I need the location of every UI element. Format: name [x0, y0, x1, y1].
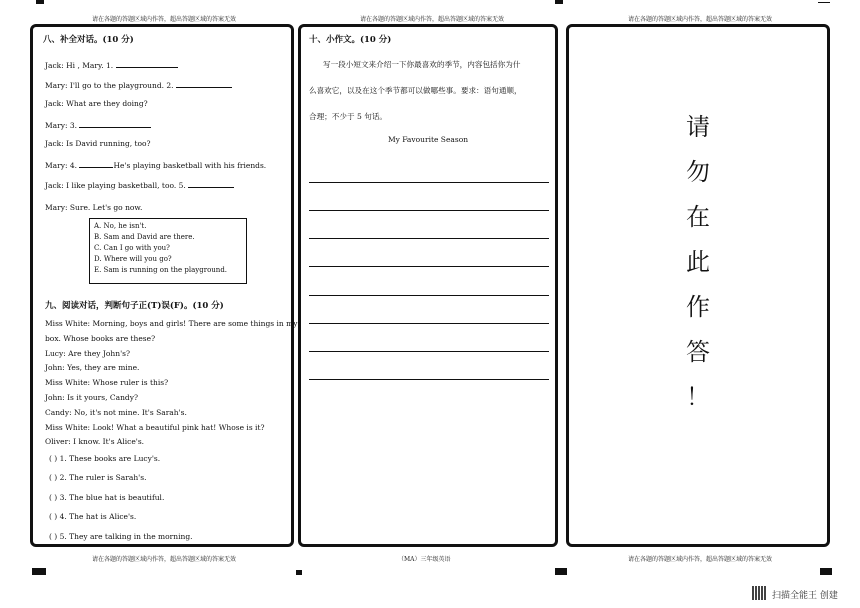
dialogue-line: Jack: I like playing basketball, too. 5.	[45, 179, 234, 190]
reading-line: Oliver: I know. It's Alice's.	[45, 437, 145, 447]
answer-blank-1[interactable]	[116, 59, 178, 68]
dialogue-line: Mary: I'll go to the playground. 2.	[45, 79, 232, 90]
answer-panel-left	[30, 24, 298, 547]
option-a: A. No, he isn't.	[94, 222, 147, 230]
answer-blank-4[interactable]	[79, 159, 113, 168]
essay-prompt-line: 写一段小短文来介绍一下你最喜欢的季节，内容包括你为什	[323, 60, 521, 69]
header-warning-col2: 请在各题的答题区域内作答，超出答题区域的答案无效	[360, 16, 505, 23]
registration-mark-bottom-mid2	[555, 568, 567, 575]
no-answer-panel-right	[566, 24, 830, 547]
notice-char: 此	[686, 248, 710, 276]
reading-line: Lucy: Are they John's?	[45, 348, 131, 358]
reading-line: Miss White: Morning, boys and girls! There are some things in my	[45, 319, 298, 328]
registration-mark-bottom-mid1	[296, 570, 302, 575]
answer-blank-5[interactable]	[188, 179, 234, 188]
writing-line[interactable]	[309, 323, 549, 324]
reading-line: Miss White: Look! What a beautiful pink hat! Whose is it?	[45, 422, 265, 432]
true-false-statement[interactable]: ( ) 3. The blue hat is beautiful.	[49, 493, 165, 502]
writing-line[interactable]	[309, 379, 549, 380]
notice-char: 答	[686, 338, 710, 366]
section8-title: 八、补全对话。(10 分)	[43, 35, 134, 45]
dialogue-line: Jack: What are they doing?	[45, 99, 148, 108]
scanner-watermark-text: 扫描全能王 创建	[772, 591, 838, 601]
answer-panel-middle	[298, 24, 558, 547]
registration-mark-top-left	[36, 0, 44, 4]
reading-line: Candy: No, it's not mine. It's Sarah's.	[45, 407, 187, 417]
footer-subject-label: （MA）三年级英语	[398, 556, 451, 563]
reading-line: John: Yes, they are mine.	[45, 363, 140, 373]
true-false-statement[interactable]: ( ) 2. The ruler is Sarah's.	[49, 473, 147, 482]
essay-prompt-line: 合理；不少于 5 句话。	[309, 112, 388, 121]
dialogue-line: Mary: Sure. Let's go now.	[45, 203, 143, 212]
notice-char: 请	[686, 113, 710, 141]
notice-char: 勿	[686, 158, 710, 186]
essay-title: My Favourite Season	[387, 135, 469, 144]
registration-mark-top-mid	[555, 0, 563, 4]
dialogue-line: Mary: 4. He's playing basketball with his friends.	[45, 161, 267, 170]
reading-dialogue	[45, 317, 298, 450]
option-e: E. Sam is running on the playground.	[94, 266, 228, 274]
essay-prompt-line: 么喜欢它，以及在这个季节都可以做哪些事。要求：语句通顺，	[309, 86, 522, 95]
registration-mark-top-right	[818, 2, 830, 3]
dialogue-line: Mary: 3.	[45, 119, 151, 130]
footer-warning-col1: 请在各题的答题区域内作答，超出答题区域的答案无效	[92, 556, 237, 563]
writing-line[interactable]	[309, 351, 549, 352]
footer-warning-col3: 请在各题的答题区域内作答，超出答题区域的答案无效	[628, 556, 773, 563]
reading-line: box. Whose books are these?	[45, 333, 156, 343]
option-d: D. Where will you go?	[94, 255, 172, 263]
registration-mark-bottom-left	[32, 568, 46, 575]
qr-code-icon	[752, 586, 766, 600]
notice-char: 作	[686, 293, 710, 321]
dialogue-line: Jack: Is David running, too?	[45, 139, 151, 148]
writing-line[interactable]	[309, 210, 549, 211]
option-b: B. Sam and David are there.	[94, 233, 195, 241]
header-warning-col3: 请在各题的答题区域内作答，超出答题区域的答案无效	[628, 16, 773, 23]
reading-line: John: Is it yours, Candy?	[45, 392, 138, 402]
writing-line[interactable]	[309, 182, 549, 183]
option-c: C. Can I go with you?	[94, 244, 170, 252]
true-false-statement[interactable]: ( ) 4. The hat is Alice's.	[49, 512, 137, 521]
writing-line[interactable]	[309, 266, 549, 267]
true-false-statement[interactable]: ( ) 1. These books are Lucy's.	[49, 454, 161, 463]
section10-title: 十、小作文。(10 分)	[309, 35, 392, 45]
section9-title: 九、阅读对话，判断句子正(T)误(F)。(10 分)	[45, 301, 224, 311]
notice-char: ！	[686, 383, 710, 411]
registration-mark-bottom-right	[820, 568, 832, 575]
writing-line[interactable]	[309, 238, 549, 239]
notice-char: 在	[686, 203, 710, 231]
answer-blank-2[interactable]	[176, 79, 232, 88]
true-false-statement[interactable]: ( ) 5. They are talking in the morning.	[49, 532, 193, 541]
options-box	[89, 218, 247, 284]
dialogue-line: Jack: Hi , Mary. 1.	[45, 59, 178, 70]
reading-line: Miss White: Whose ruler is this?	[45, 378, 169, 388]
header-warning-col1: 请在各题的答题区域内作答，超出答题区域的答案无效	[92, 16, 237, 23]
writing-line[interactable]	[309, 295, 549, 296]
answer-blank-3[interactable]	[79, 119, 151, 128]
